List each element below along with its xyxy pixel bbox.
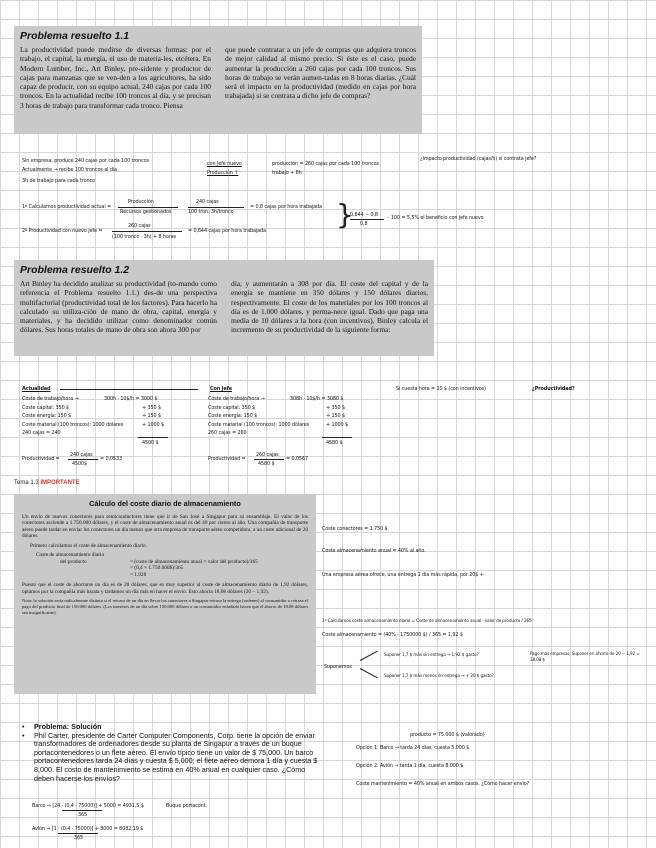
- note-line: Actualmente → recibe 100 troncos al día: [22, 167, 118, 173]
- note-line: 1º Calculamos coste almacenamiento diario = Coste de almacenamiento anual · valor de producto / 365: [322, 618, 532, 623]
- note-line: 300h · 10$/h = 3000 $: [104, 396, 158, 402]
- storage-cost-p1: Un envío de nuevos conectores para semiconductores tiene que ir de San José a Singapur para su ensamblaje. El valor de los conectores asciende a 1.750.000 dólares, y el coste de almacenamiento anual es del 40 por ciento al año. Una compañía de transporte aéreo puede tardar en enviar los conectores un día menos que otra empresa de transporte aéreo competidora, a un coste adicional de 20 dólares.: [22, 514, 308, 540]
- note-line: Suponemos: [324, 664, 352, 670]
- note-line: = 0,844 cajas por hora trabajada: [188, 228, 266, 234]
- note-line: con Jefe nuevo: [207, 161, 242, 167]
- fraction-bar: [68, 459, 98, 460]
- note-line: Coste almacenamiento anual = 40% al año.: [322, 548, 426, 554]
- note-line: Coste almacenamiento = (40% · 1750000 $) / 365 = 1,92 $: [322, 632, 463, 638]
- note-line: producto = 75.000 $ (valorado): [410, 732, 485, 738]
- fraction-bar: [112, 231, 182, 232]
- note-line: Opción 2: Avión → tarda 1 día, cuesta 8.000 $: [356, 763, 464, 769]
- fraction-bar: [350, 219, 384, 220]
- list-item: [22, 732, 318, 784]
- formula-label-2: del producto: [60, 558, 87, 565]
- problem-1-2-box: [14, 260, 434, 356]
- tema-number: Tema 1.3: [14, 480, 39, 486]
- note-line: 4500 $: [142, 440, 159, 446]
- storage-cost-p2: Primero calculamos el coste de almacenamiento diario.: [30, 542, 147, 549]
- note-line: 365: [78, 812, 88, 818]
- note-line: Producción: [128, 199, 154, 205]
- note-line: = 0,0567: [286, 456, 308, 462]
- note-line: (100 tronco · 3h) + 8 horas: [112, 234, 176, 240]
- note-line: Producción ↑: [207, 170, 239, 176]
- note-line: 260 cajas = 260: [208, 430, 247, 436]
- section-label: [14, 480, 80, 486]
- problem-1-1-box: [14, 26, 422, 134]
- note-line: Con Jefe: [210, 386, 232, 392]
- note-line: 240 cajas: [196, 199, 219, 205]
- note-line: 100 tron. 3h/tronco: [188, 209, 234, 215]
- note-line: Productividad =: [208, 456, 246, 462]
- note-line: Buque portacont.: [166, 803, 207, 809]
- problem-1-2-col2: día, y aumentarán a 308 por día. El coste del capital y de la energía se mantiene en 350 dólares y 150 dólares diarios, respectivamente. El coste de los materiales por los 100 troncos al día es de 1.000 dólares, y perma-nece igual. Dado que paga una media de 10 dólares a la hora (con incentivos), Binley calcula el incremento de su productividad de la siguiente forma:: [231, 279, 428, 335]
- problem-1-2-title: Problema resuelto 1.2: [20, 264, 130, 276]
- note-line: 240 cajas = 240: [22, 430, 61, 436]
- sum-line: [138, 437, 168, 438]
- note-line: 3h de trabajo para cada tronco: [22, 178, 95, 184]
- note-line: Coste material (100 troncos): 1000 dólares: [22, 422, 124, 428]
- note-line: 308h · 10$/h = 3080 $: [290, 396, 344, 402]
- important-tag: IMPORTANTE: [40, 480, 80, 486]
- note-line: 260 cajas: [128, 223, 151, 229]
- note-line: 4580 $: [326, 440, 343, 446]
- fraction-bar: [62, 810, 102, 811]
- problem-1-1-title: Problema resuelto 1.1: [20, 30, 130, 42]
- fraction-bar: [188, 207, 244, 208]
- note-line: + 150 $: [326, 413, 345, 419]
- formula-line-1: = (coste de almacenamiento anual × valor del producto)/365: [130, 558, 258, 565]
- list-item-title: Problema: Solución: [34, 722, 102, 731]
- note-line: producción = 260 cajas por cada 100 troncos: [272, 161, 380, 167]
- formula-label-1: Coste de almacenamiento diario: [36, 552, 105, 559]
- note-line: Coste energía: 150 $: [208, 413, 258, 419]
- note-line: 260 cajas: [256, 452, 279, 458]
- note-line: = 0,0533: [100, 456, 122, 462]
- note-line: Pago más empresas, Suponer en ahorro de 20 − 1,92 = 18,08 $: [530, 651, 640, 662]
- problem-1-2-col1: Art Binley ha decidido analizar su productividad (to-mando como referencia el Problema resuelto 1.1.) des-de una perspectiva multifactorial (productividad total de los factores). Para hacerlo ha calculado su utiliza-ción de mano de obra, capital, energía y materiales, y ha decidido utilizar como denominador común dólares. Sus horas totales de mano de obra son ahora 300 por: [20, 279, 217, 335]
- note-line: Coste de trabajo/hora →: [22, 396, 79, 402]
- note-line: Coste energía: 150 $: [22, 413, 72, 419]
- note-line: 0,844 − 0,8: [350, 212, 378, 218]
- note-line: 4500$: [72, 461, 88, 467]
- note-line: Recursos gestionados: [120, 209, 172, 215]
- storage-cost-formula: [22, 552, 308, 578]
- storage-cost-box: [14, 494, 316, 694]
- arrow-line: [60, 389, 198, 390]
- note-line: Avión ⇒ [1 · (0,4 · 75000)] + 8000 = 8082,19 $: [32, 826, 144, 832]
- note-line: Coste capital: 350 $: [208, 405, 256, 411]
- note-line: Suponer 1,7 $ más sin entrega → 1,92 $ gasto?: [384, 652, 479, 657]
- note-line: Suponer 1,7 $ más menos en entrega → + 20 $ gasto?: [384, 673, 494, 678]
- branch-line: [360, 668, 378, 678]
- note-line: 0,8: [360, 221, 368, 227]
- note-line: = 0,8 cajas por hora trabajada: [250, 204, 322, 210]
- branch-line: [360, 651, 378, 661]
- fraction-bar: [254, 459, 284, 460]
- note-line: + 150 $: [142, 413, 161, 419]
- note-line: 2º Productividad con nuevo jefe =: [22, 228, 103, 234]
- fraction-bar: [118, 207, 178, 208]
- problem-1-1-col2: que puede contratar a un jefe de compras que adquiera troncos de mejor calidad al mismo precio. Si éste es el caso, puede aumentar la producción a 260 cajas por cada 100 troncos. Sus horas de trabajo se verán aumen-tadas en 8 horas diarias. ¿Cuál será el impacto en la productividad (medido en cajas por hora trabajada) si se contrata a dicho jefe de compras?: [225, 45, 416, 101]
- note-line: 365: [74, 835, 84, 841]
- note-line: + 1000 $: [142, 422, 164, 428]
- storage-cost-title: Cálculo del coste diario de almacenamiento: [89, 499, 241, 508]
- note-line: 240 cajas: [70, 452, 93, 458]
- storage-cost-note: Nota: la solución sería radicalmente distinta si el retraso de un día en llevar los conectores a Singapur retrasa la entrega (ordenes) al consumidor o retrasa el pago del producto final de 150.000 dólares. (Los intereses de un día sobre 150.000 dólares o un consumidor enfadado hacen que el ahorro de 18,08 dólares sea insignificante).: [22, 598, 308, 615]
- formula-line-3: = 1.928: [130, 571, 147, 578]
- list-item-text: Phil Carter, presidente de Carter Computer Components, Corp. tiene la opción de enviar transformadores de ordenadores desde su planta de Singapur a través de un buque portacontenedores o un flete aéreo. El envío típico tiene un valor de $ 75,000. Un barco portacontenedores tarda 24 días y cuesta $ 5,000; el flete aéreo demora 1 día y cuesta $ 8,000. El costo de mantenimiento se estima en 40% anual en cualquier caso. ¿Cómo deben hacerse los envíos?: [34, 730, 318, 783]
- curly-brace: }: [336, 198, 354, 231]
- bullet-icon: •: [22, 722, 25, 731]
- note-line: Sin empresa, produce 240 cajas por cada 100 troncos: [22, 158, 149, 164]
- problem-1-1-col1: La productividad puede medirse de diversas formas: por el trabajo, el capital, la energía, el uso de materia-les, etcétera. En Modern Lumber, Inc., Art Binley, pre-sidente y productor de cajas para manzanas que se ven-den a los agricultores, ha sido capaz de producir, con su equipo actual, 240 cajas por cada 100 troncos. En la actualidad recibe 100 troncos al día, y se precisan 3 horas de trabajo para transformar cada tronco. Piensa: [20, 45, 211, 110]
- note-line: trabajo + 8h: [272, 170, 302, 176]
- note-line: Si cuesta hora = 10 $ (con incentivos): [396, 386, 486, 392]
- note-line: 4580 $: [258, 461, 275, 467]
- note-line: ¿Productividad?: [532, 386, 575, 392]
- note-line: ¿Impacto productividad (cajas/h) si contrata jefe?: [420, 156, 537, 162]
- note-line: Productividad =: [22, 456, 60, 462]
- bullet-icon: •: [22, 730, 25, 740]
- storage-cost-p3: Puesto que el coste de ahorrarse un día es de 20 dólares, que es muy superior al coste de almacenamiento diario de 1,92 dólares, optamos por la compañía más barata y tardamos un día más en hacer el envío. Esto ahorra 18,08 dólares (20 − 1,92).: [22, 582, 308, 595]
- note-line: Una empresa aérea ofrece, una entrega 1 día más rápida, por 20$ +: [322, 572, 484, 578]
- note-line: Actualidad: [22, 386, 51, 392]
- note-line: 1º Calculamos productividad actual =: [22, 204, 112, 210]
- note-line: Coste conectores = 1.750 $: [322, 526, 388, 532]
- formula-line-2: = (0,4 × 1.750.000$)/365: [130, 565, 184, 572]
- note-line: + 1000 $: [326, 422, 348, 428]
- note-line: · 100 = 5,5% el beneficio con jefe nuevo: [388, 215, 484, 221]
- note-line: + 350 $: [142, 405, 161, 411]
- problem-solution-list: [22, 723, 318, 783]
- fraction-bar: [58, 833, 98, 834]
- note-line: Opción 1: Barco → tarda 24 días, cuesta 5.000 $: [356, 745, 470, 751]
- sum-line: [322, 437, 352, 438]
- note-line: Coste mantenimiento = 40% anual en ambos casos. ¿Cómo hacer envío?: [356, 781, 530, 787]
- note-line: Coste capital: 350 $: [22, 405, 70, 411]
- note-line: + 350 $: [326, 405, 345, 411]
- note-line: Barco ⇒ [24 · (0,4 · 75000)] + 5000 = 4931,5 $: [32, 803, 144, 809]
- note-line: Coste de trabajo/hora →: [208, 396, 265, 402]
- note-line: Coste material (100 troncos): 1000 dólares: [208, 422, 310, 428]
